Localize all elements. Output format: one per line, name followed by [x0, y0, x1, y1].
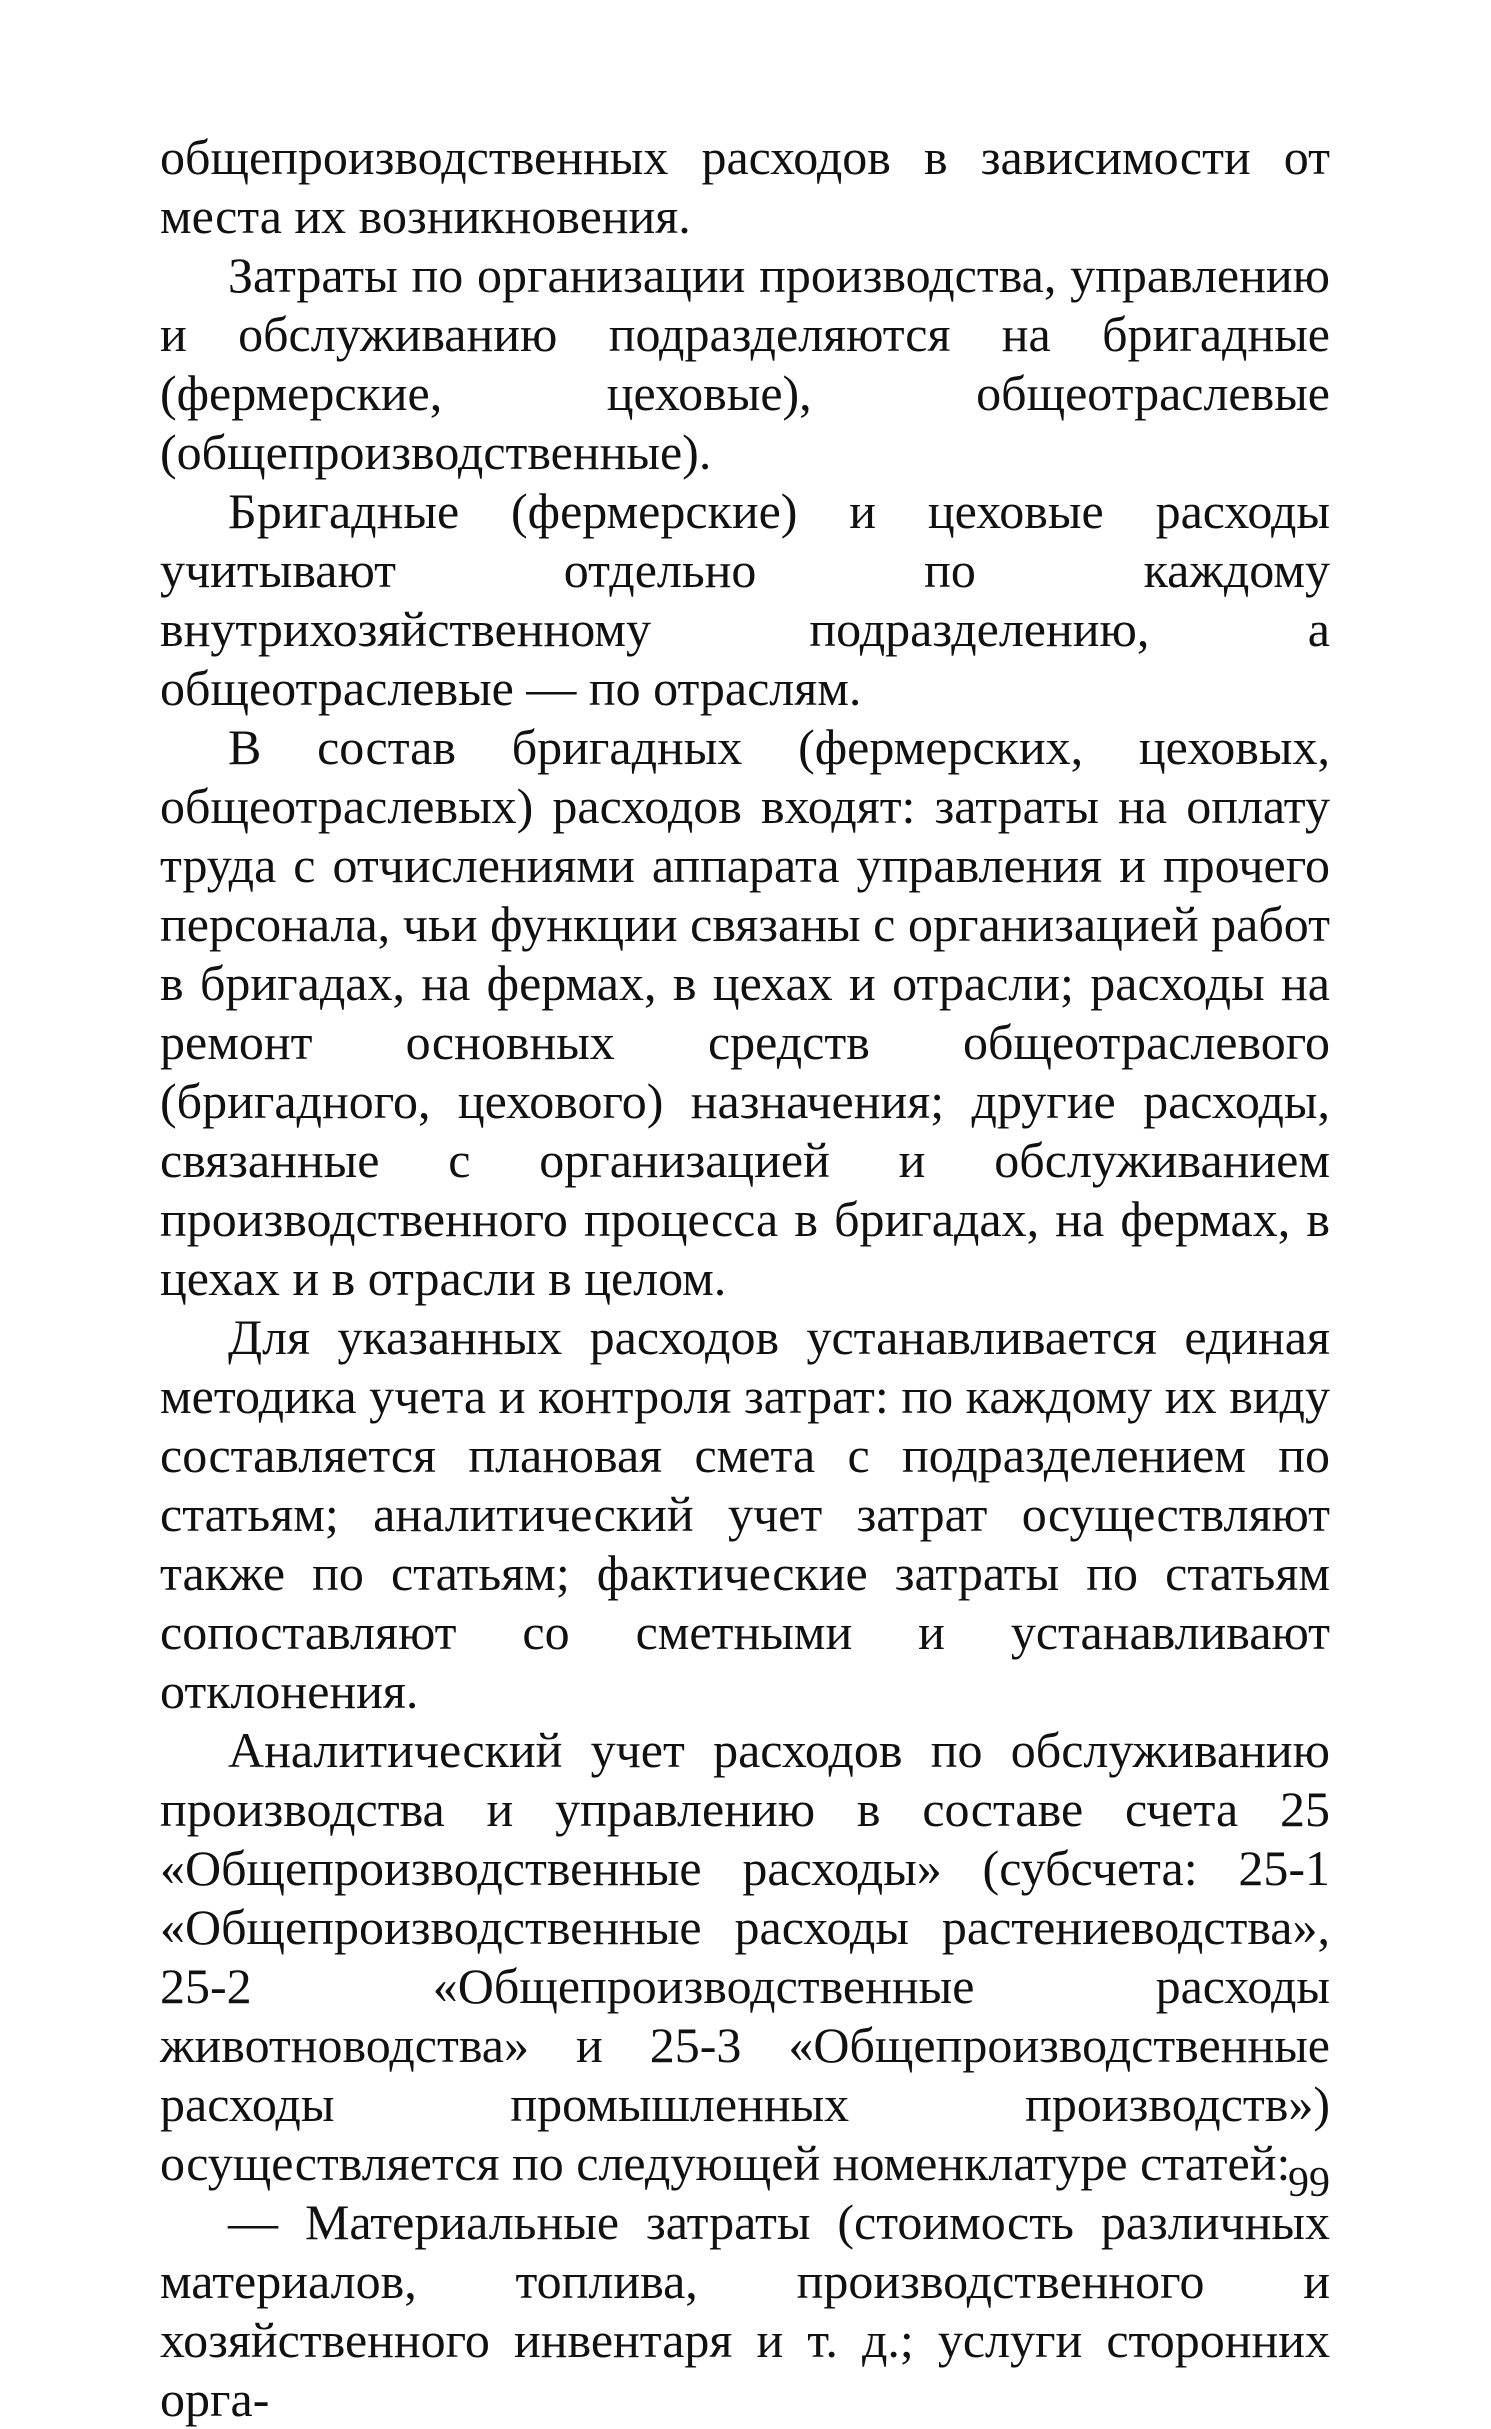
- page-number: 99: [1288, 2160, 1330, 2206]
- paragraph-6: Аналитический учет расходов по обслуживанию производства и управлению в составе счета 25 «Общепроизводственные расходы» (субсчета: 25-1 «Общепроизводственные расходы растениеводства», 25-2 «Общепроизводственные расходы животноводства» и 25-3 «Общепроизводственные расходы промышленных производств») осуществляется по следующей номенклатуре статей:: [160, 1722, 1330, 2191]
- paragraph-7: — Материальные затраты (стоимость различных материалов, топлива, производственного и хозяйственного инвентаря и т. д.; услуги сторонних орга-: [160, 2194, 1330, 2427]
- paragraph-3: Бригадные (фермерские) и цеховые расходы учитывают отдельно по каждому внутрихозяйственному подразделению, а общеотраслевые — по отраслям.: [160, 483, 1330, 716]
- paragraph-2: Затраты по организации производства, управлению и обслуживанию подразделяются на бригадные (фермерские, цеховые), общеотраслевые (общепроизводственные).: [160, 247, 1330, 480]
- paragraph-1: общепроизводственных расходов в зависимости от места их возникновения.: [160, 129, 1330, 244]
- page-text: [160, 128, 1330, 2429]
- paragraph-5: Для указанных расходов устанавливается единая методика учета и контроля затрат: по каждому их виду составляется плановая смета с подразделением по статьям; аналитический учет затрат осуществляют также по статьям; фактические затраты по статьям сопоставляют со сметными и устанавливают отклонения.: [160, 1309, 1330, 1719]
- paragraph-4: В состав бригадных (фермерских, цеховых, общеотраслевых) расходов входят: затраты на оплату труда с отчислениями аппарата управления и прочего персонала, чьи функции связаны с организацией работ в бригадах, на фермах, в цехах и отрасли; расходы на ремонт основных средств общеотраслевого (бригадного, цехового) назначения; другие расходы, связанные с организацией и обслуживанием производственного процесса в бригадах, на фермах, в цехах и в отрасли в целом.: [160, 719, 1330, 1306]
